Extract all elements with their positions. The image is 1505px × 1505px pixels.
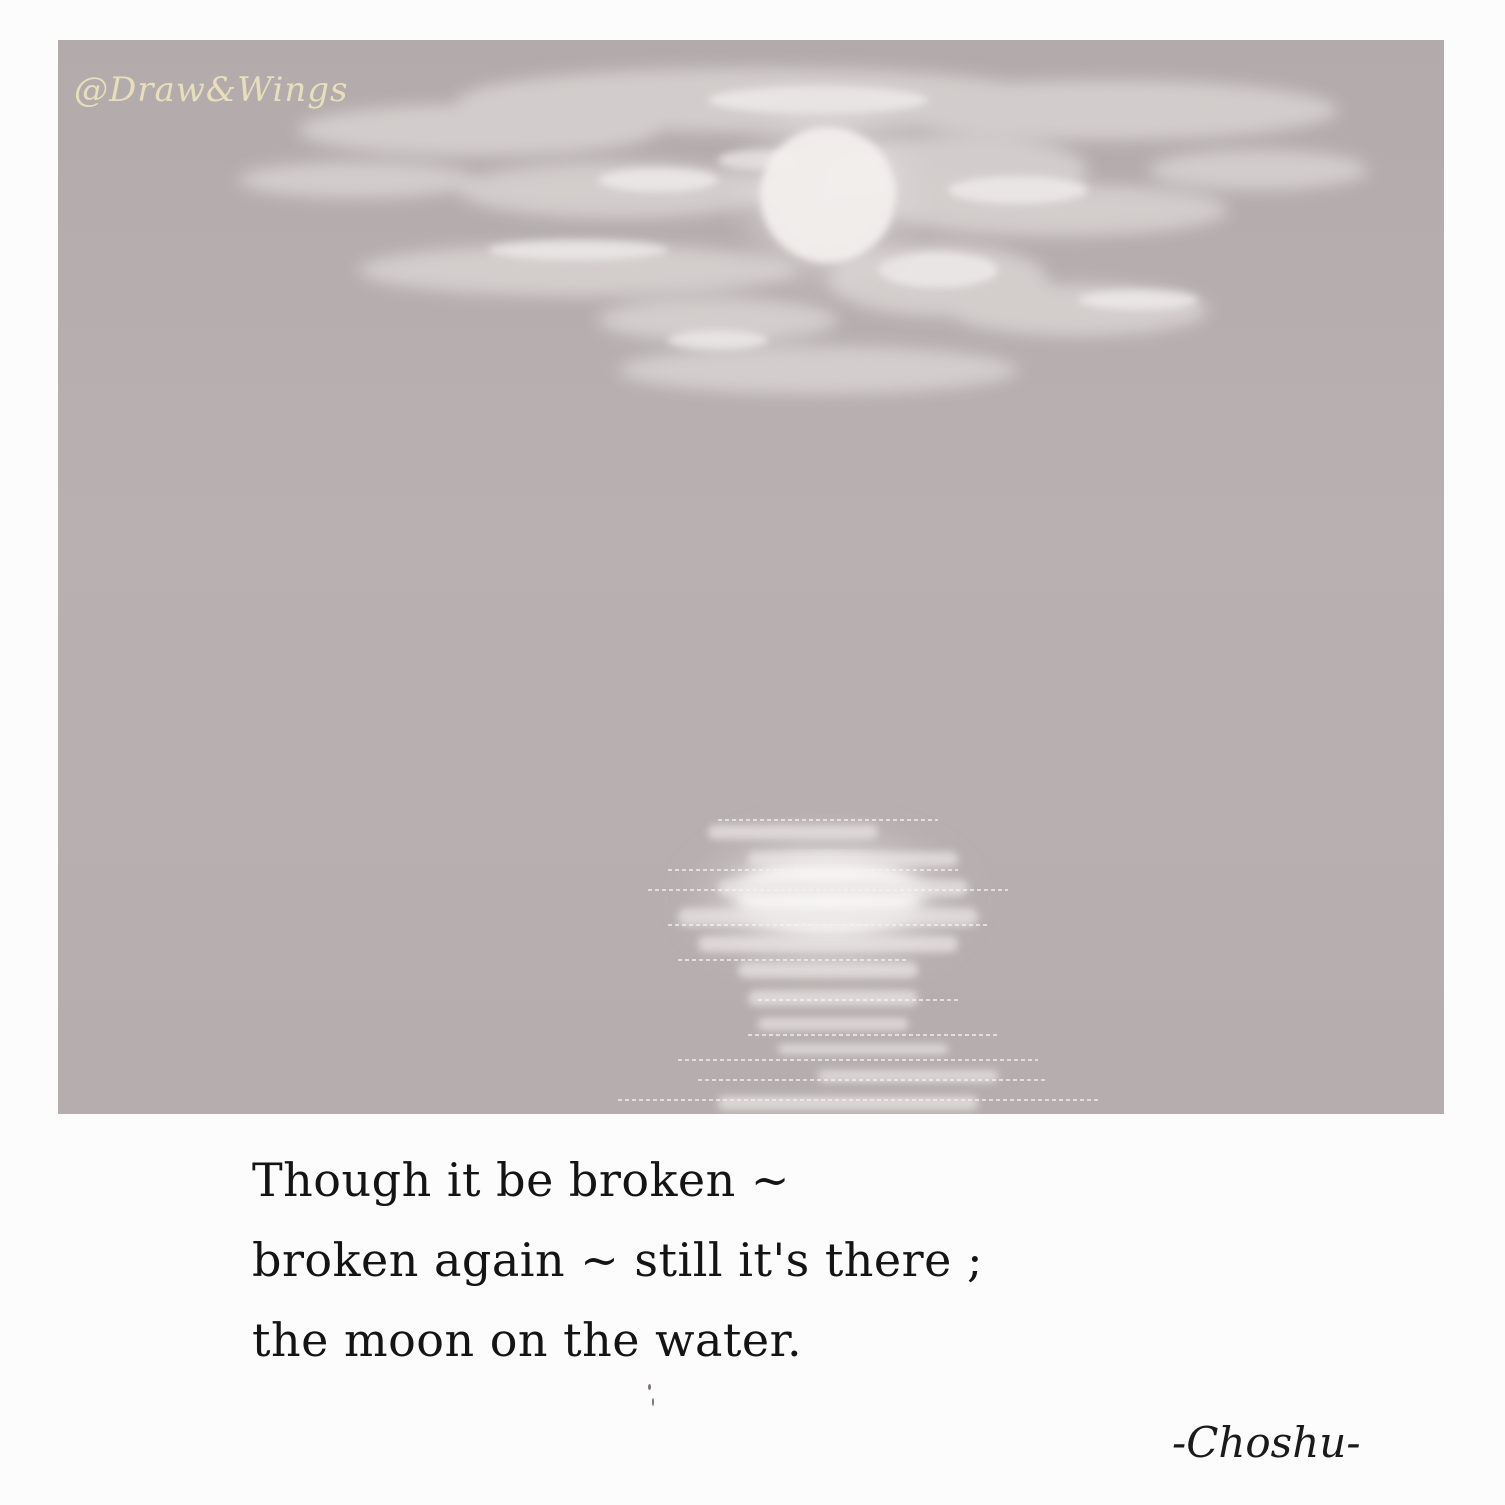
- moon: [760, 127, 896, 263]
- poem-line-1: Though it be broken ~: [252, 1153, 790, 1207]
- painting-canvas: [58, 40, 1444, 1114]
- paper-speck: [652, 1398, 654, 1406]
- moonlit-sea-painting: [58, 40, 1444, 1114]
- watermark-signature: @Draw&Wings: [74, 70, 349, 110]
- haiku-poem: [252, 1140, 1152, 1380]
- poem-author: -Choshu-: [1172, 1418, 1361, 1467]
- poem-line-2: broken again ~ still it's there ;: [252, 1233, 983, 1287]
- paper-speck: [648, 1384, 651, 1390]
- poem-line-3: the moon on the water.: [252, 1313, 803, 1367]
